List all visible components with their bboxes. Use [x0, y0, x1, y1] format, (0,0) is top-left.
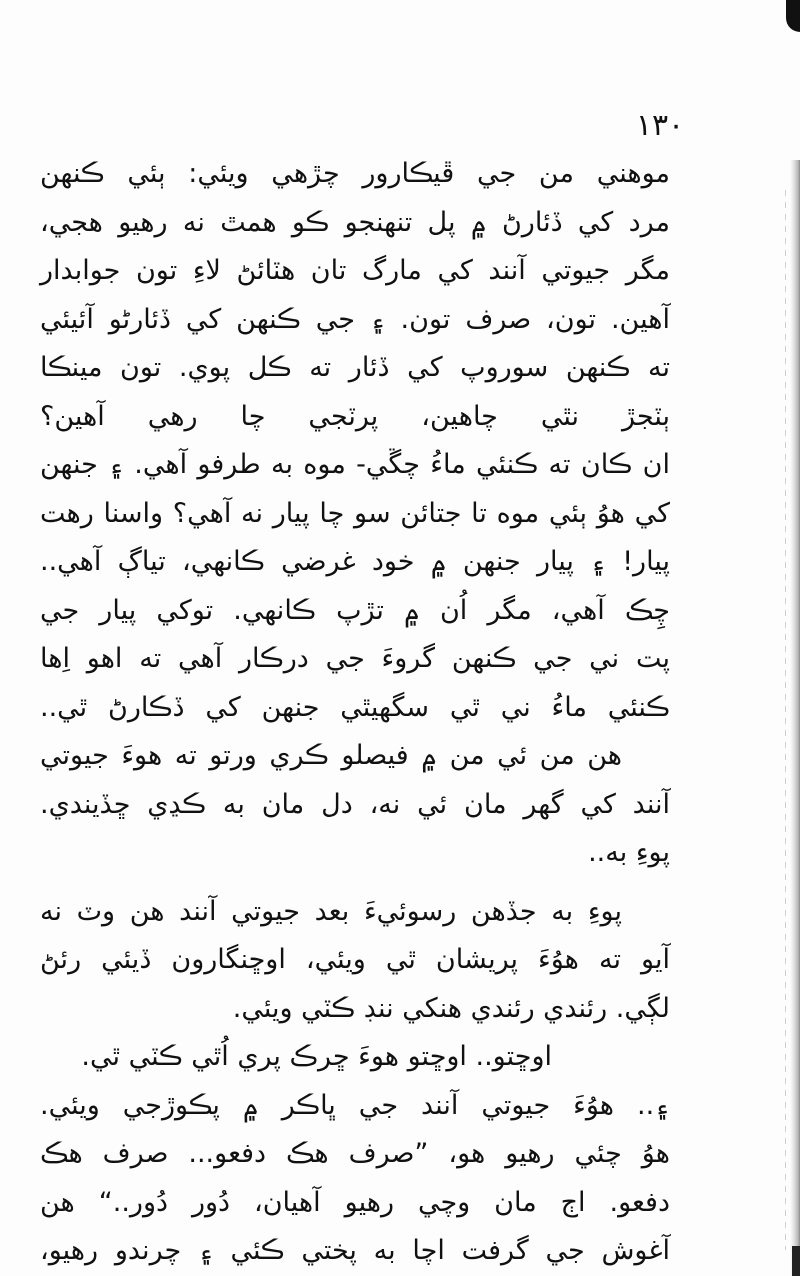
text-line: ته ڪنهن سوروپ کي ڏئار ته ڪل پوي. تون مينڪا: [40, 352, 670, 383]
text-line: پيار! ۽ پيار جنهن ۾ خود غرضي ڪانهي، تياڳ آهي..: [40, 546, 670, 577]
text-line: آهين. تون، صرف تون. ۽ جي ڪنهن کي ڏئارڻو آئيئي: [40, 303, 670, 335]
text-line: مگر جيوتي آنند کي مارگ تان هٽائڻ لاءِ تون جوابدار: [40, 255, 670, 286]
text-line: آيو ته هوُءَ پريشان ٿي ويئي، اوڇنگارون ڏيئي رئڻ: [40, 944, 670, 975]
paragraph-line: اوڇتو.. اوڇتو هوءَ ڇرڪ پري اُٿي ڪٽي ٿي.: [81, 1041, 552, 1072]
text-line: چِڪ آهي، مگر اُن ۾ تڙپ ڪانهي. توکي پيار جي: [40, 594, 670, 626]
paragraph-start-line: هن من ئي من ۾ فيصلو ڪري ورتو ته هوءَ جيوتي: [40, 740, 622, 771]
binding-edge-shadow: [790, 160, 800, 1276]
text-line: موهني من جي ڦيڪارور چڙهي ويئي: ٻئي ڪنهن: [40, 158, 670, 189]
body-text: [40, 150, 670, 1276]
page-number: ١٣٠: [635, 108, 685, 143]
bottom-corner-shadow: [792, 1246, 800, 1276]
text-line: ٻٽجڙ نٿي چاهين، پرٽجي چا رهي آهين؟: [40, 400, 670, 432]
text-line: ۽.. هوُءَ جيوتي آنند جي ڀاڪر ۾ پڪوڙجي ويئي.: [40, 1089, 670, 1121]
binding-dashed-line: [785, 190, 786, 1250]
text-line: کي هوُ ٻئي موه تا جتائن سو چا پيار نه آهي؟ واسنا رهت: [40, 497, 670, 529]
paragraph-end-line: لڳي. رئندي رئندي هنکي ننڊ ڪٽي ويئي.: [232, 992, 670, 1024]
text-line: آغوش جي گرفت اچا به پختي ڪئي ۽ چرندو رهيو،: [40, 1235, 670, 1266]
paragraph-end-line: پوءِ به..: [588, 837, 670, 868]
text-line: آنند کي گهر مان ئي نه، دل مان به ڪڍي ڇڏيندي.: [40, 788, 670, 820]
text-line: هوُ چئي رهيو هو، ”صرف هڪ دفعو... صرف هڪ: [40, 1138, 670, 1169]
text-line: ان ڪان ته ڪنئي ماءُ چڱي- موه به طرفو آهي. ۽ جنهن: [40, 449, 670, 480]
text-line: دفعو. اڄ مان وچي رهيو آهيان، دُور دُور..“ هن: [40, 1186, 670, 1218]
text-line: مرد کي ڏئارڻ ۾ پل تنهنجو ڪو همٿ نه رهيو هجي،: [40, 206, 670, 238]
paragraph-start-line: پوءِ به جڏهن رسوئيءَ بعد جيوتي آنند هن وٽ نه: [40, 895, 622, 927]
text-line: پت ني جي ڪنهن گروءَ جي درڪار آهي ته اهو اِها: [40, 643, 670, 674]
page-corner-shadow: [786, 0, 800, 32]
text-line: ڪنئي ماءُ ني ٿي سگهيٿي جنهن کي ڏڪارڻ ٿي..: [40, 691, 670, 723]
